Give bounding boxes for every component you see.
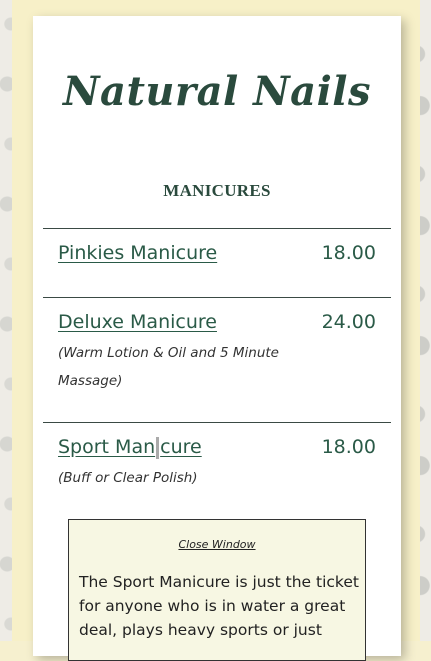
service-price: 18.00 xyxy=(321,436,376,458)
service-note: (Warm Lotion & Oil and 5 Minute Massage) xyxy=(58,345,279,389)
service-name-part: cure xyxy=(160,436,202,458)
service-name-part: Sport Man xyxy=(58,436,156,458)
divider xyxy=(43,228,391,229)
service-note: (Buff or Clear Polish) xyxy=(58,470,198,486)
service-price: 18.00 xyxy=(321,242,376,264)
description-popup xyxy=(68,519,366,661)
close-window-link[interactable]: Close Window xyxy=(178,538,256,551)
brand-title: Natural Nails xyxy=(62,68,372,115)
service-link-sport-manicure[interactable] xyxy=(58,436,202,459)
text-cursor xyxy=(156,437,159,459)
service-link-pinkies-manicure[interactable]: Pinkies Manicure xyxy=(58,242,218,264)
menu-card xyxy=(33,16,401,656)
section-title: MANICURES xyxy=(163,181,271,200)
popup-description: The Sport Manicure is just the ticket for anyone who is in water a great deal, plays heavy sports or just xyxy=(79,573,359,639)
divider xyxy=(43,297,391,298)
service-link-deluxe-manicure[interactable]: Deluxe Manicure xyxy=(58,311,217,333)
divider xyxy=(43,422,391,423)
service-price: 24.00 xyxy=(321,311,376,333)
